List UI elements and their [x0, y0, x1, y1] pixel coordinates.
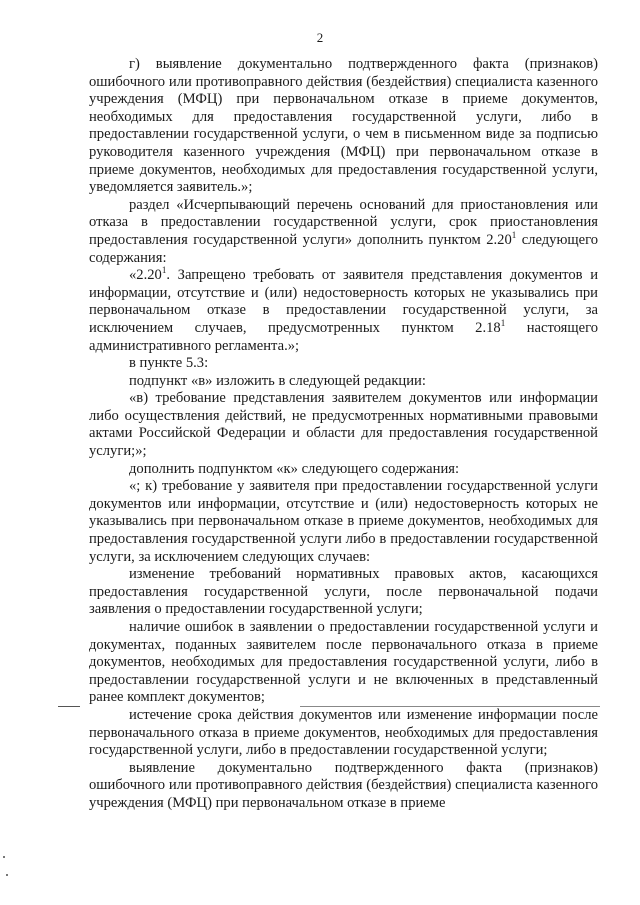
paragraph-subpoint-k-intro: дополнить подпунктом «к» следующего содержания:	[129, 460, 460, 477]
paragraph-subpoint-v-text: «в) требование представления заявителем документов или информации либо осуществления действий, не предусмотренных нормативными правовыми актами Российской Федерации и области для предоставления государственной услуги;»;	[89, 390, 598, 460]
paragraph-point-5-3: в пункте 5.3:	[129, 355, 209, 372]
paragraph-vyyavlenie: выявление документально подтвержденного факта (признаков) ошибочного или противоправного действия (бездействия) специалиста казенного учреждения (МФЦ) при первоначальном отказе в приеме	[89, 759, 598, 811]
razdel-text-end: следующего содержания:	[89, 231, 599, 266]
p220-middle: . Запрещено требовать от заявителя представления документов и информации, отсутствие и (или) недостоверность которых не указывались при первоначальном отказе в предоставлении государственной услуги, за исключением случаев, предусмотренных пунктом 2.18	[89, 267, 598, 336]
page-number: 2	[316, 30, 324, 45]
paragraph-izmenenie: изменение требований нормативных правовых актов, касающихся предоставления государственной услуги, после первоначальной подачи заявления о предоставлении государственной услуги;	[89, 566, 598, 618]
scan-artifact-line	[58, 706, 80, 707]
document-body	[89, 56, 598, 813]
paragraph-subpoint-k-text: «; к) требование у заявителя при предоставлении государственной услуги документов или информации, отсутствие и (или) недостоверность которых не указывались при первоначальном отказе в приеме документов, необходимых для предоставления государственной услуги либо в предоставлении государственной услуги, за исключением следующих случаев:	[89, 478, 598, 565]
scan-artifact-line	[300, 706, 600, 707]
razdel-superscript: 1	[511, 230, 517, 241]
p220-start: «2.20	[129, 267, 162, 284]
scan-artifact-dot	[6, 874, 8, 876]
razdel-text: раздел «Исчерпывающий перечень оснований для приостановления или отказа в предоставлении государственной услуги, срок приостановления предоставления государственной услуги» дополнить пунктом 2.20	[89, 196, 598, 248]
p220-superscript-2: 1	[500, 318, 506, 329]
p220-end: настоящего административного регламента.»;	[89, 319, 599, 354]
paragraph-razdel	[89, 197, 598, 267]
paragraph-istechenie: истечение срока действия документов или изменение информации после первоначального отказа в приеме документов, необходимых для предоставления государственной услуги, либо в предоставлении государственной услуги;	[89, 706, 598, 759]
paragraph-g: г) выявление документально подтвержденного факта (признаков) ошибочного или противоправного действия (бездействия) специалиста казенного учреждения (МФЦ) при первоначальном отказе в приеме документов, необходимых для предоставления государственной услуги, либо в предоставлении государственной услуги, о чем в письменном виде за подписью руководителя казенного учреждения (МФЦ) при первоначальном отказе в приеме документов, необходимых для предоставления государственной услуги, уведомляется заявитель.»;	[89, 56, 598, 196]
p220-superscript-1: 1	[161, 265, 167, 276]
paragraph-subpoint-v-intro: подпункт «в» изложить в следующей редакции:	[129, 372, 426, 389]
scan-artifact-dot	[3, 856, 5, 858]
paragraph-nalichie: наличие ошибок в заявлении о предоставлении государственной услуги и документах, поданных заявителем после первоначального отказа в приеме документов, необходимых для предоставления государственной услуги, либо в предоставлении государственной услуги и не включенных в представленный ранее комплект документов;	[89, 619, 598, 706]
paragraph-2-20-1	[89, 267, 598, 355]
